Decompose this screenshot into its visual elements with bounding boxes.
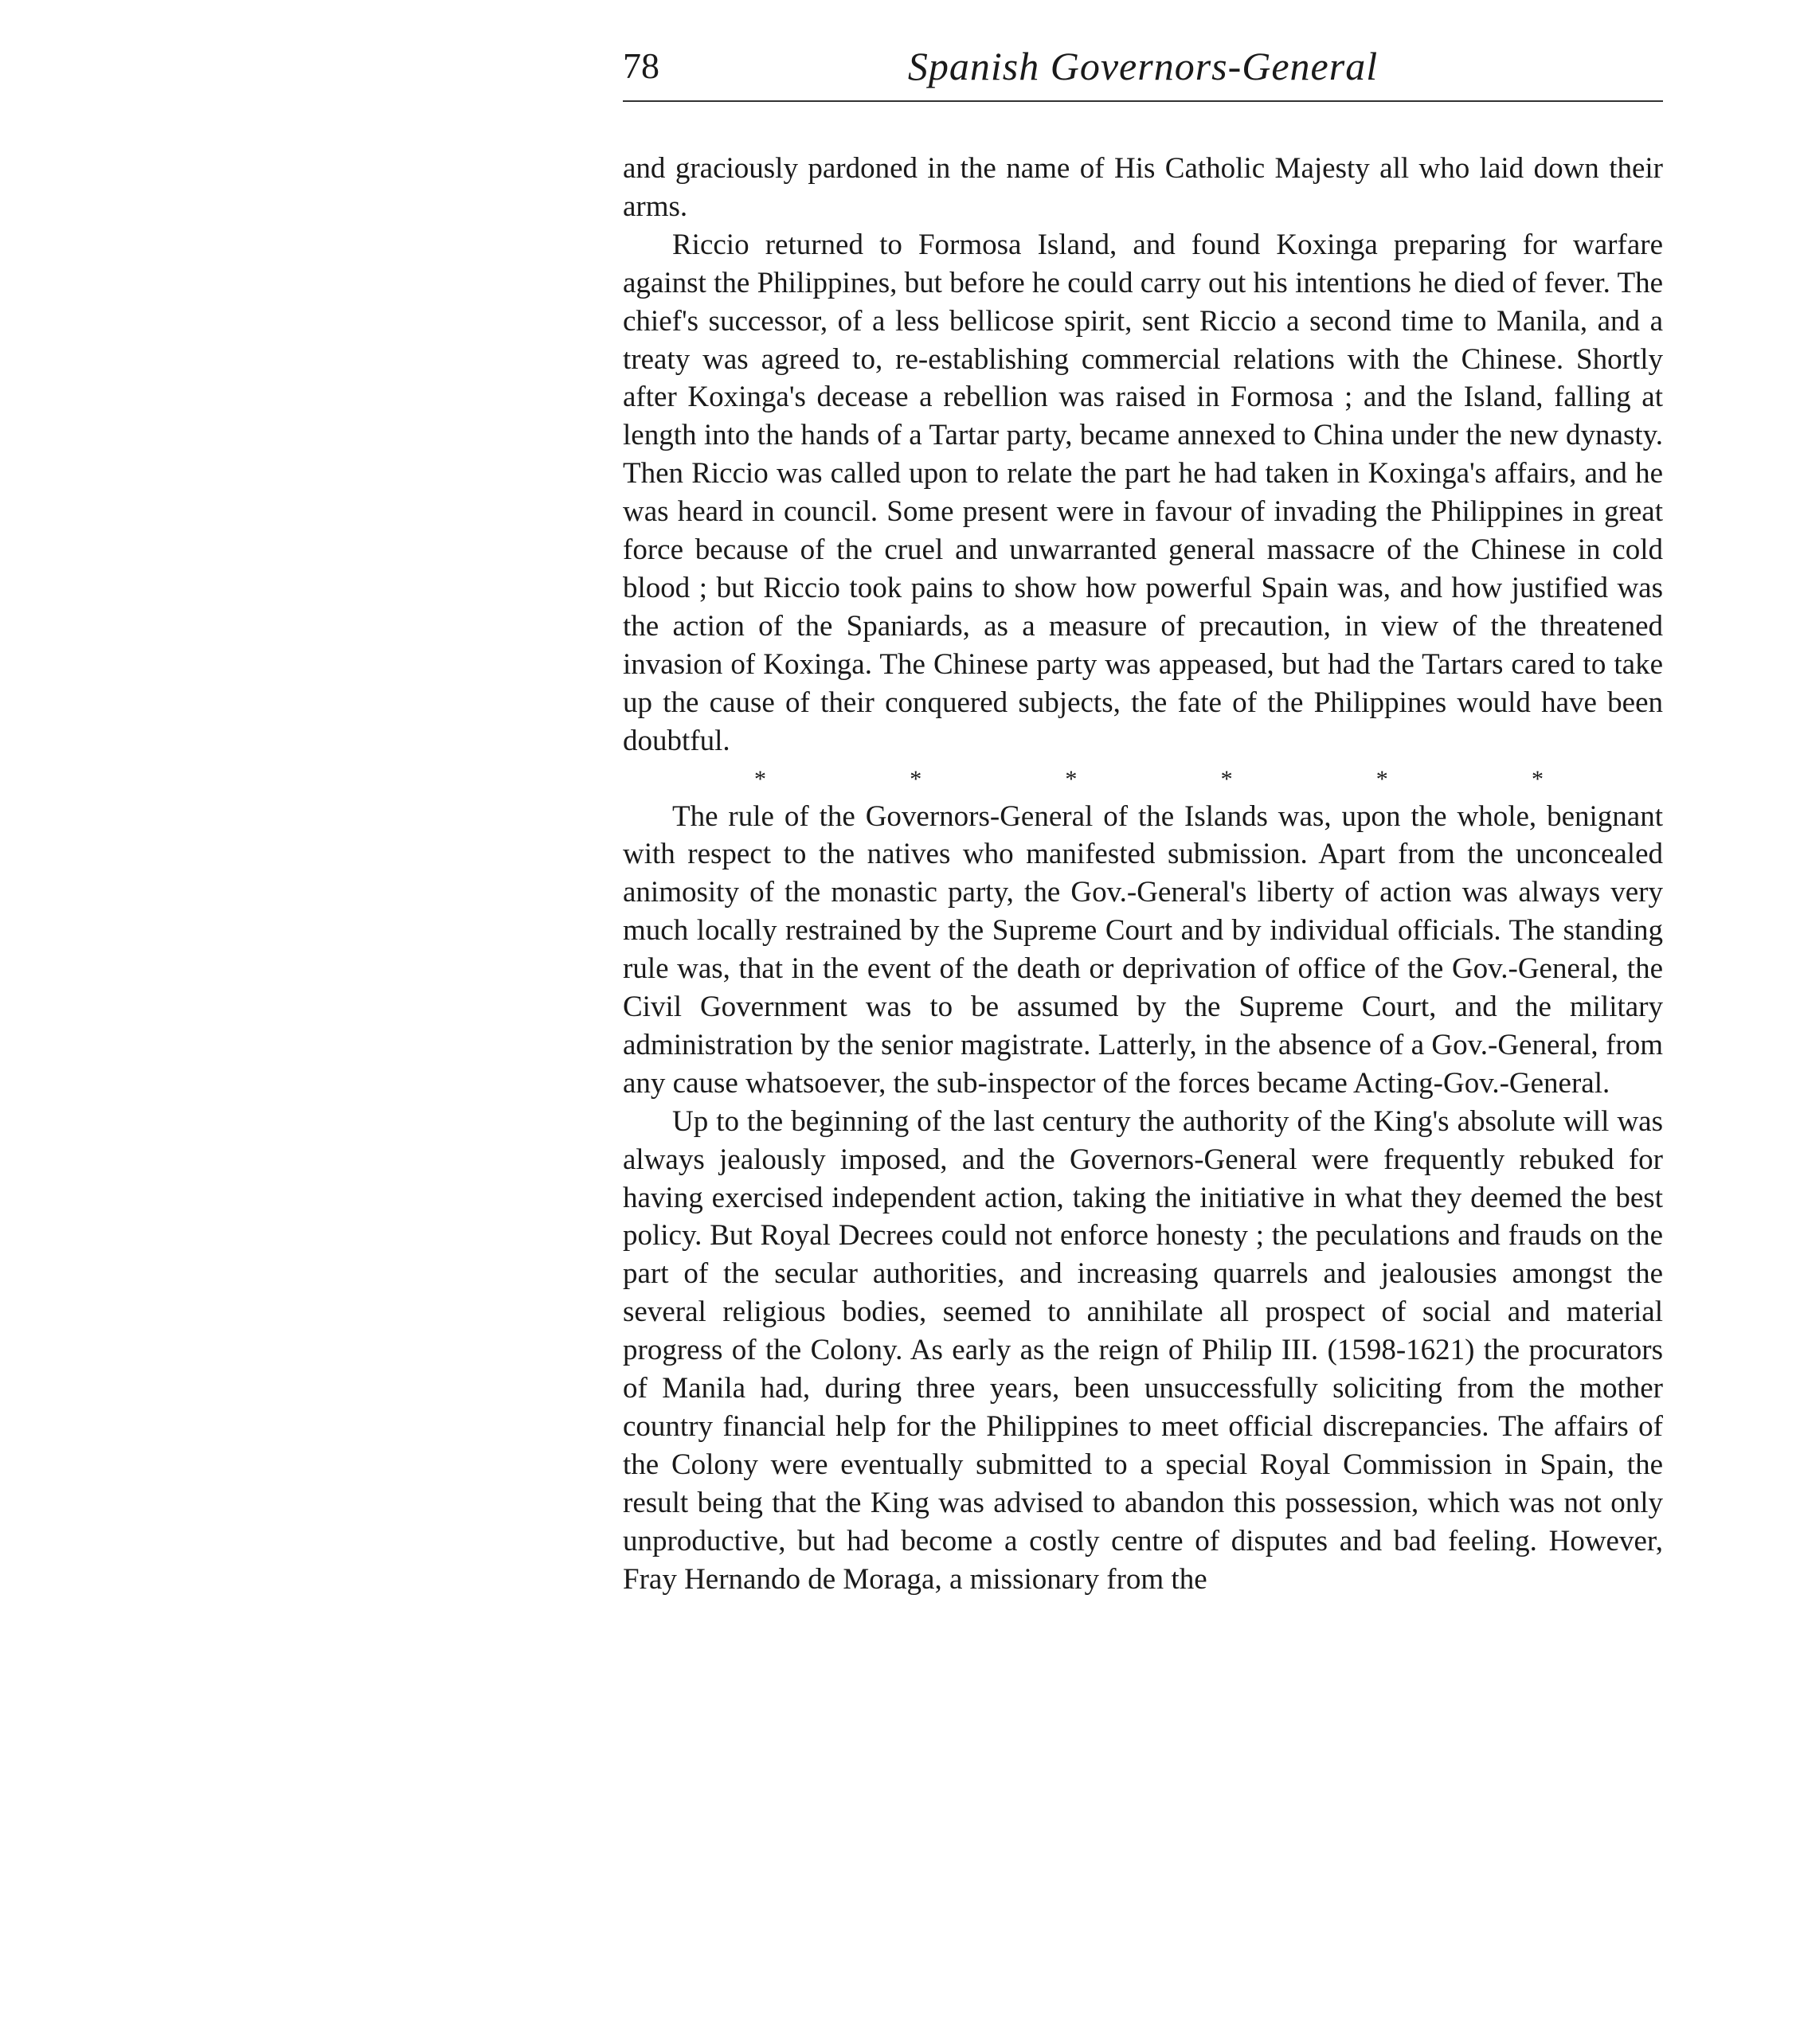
page-number: 78 <box>623 45 659 86</box>
running-title: Spanish Governors-General <box>907 44 1379 88</box>
asterisk: * <box>754 765 766 792</box>
paragraph-1: and graciously pardoned in the name of His Catholic Majesty all who laid down their arms. <box>623 152 1663 223</box>
section-break <box>623 760 1663 798</box>
asterisk: * <box>1531 765 1544 792</box>
asterisk: * <box>910 765 922 792</box>
asterisk: * <box>1065 765 1078 792</box>
header-rule <box>623 100 1663 102</box>
paragraph-2: Riccio returned to Formosa Island, and found Koxinga preparing for warfare against the Philippines, but before he could carry out his intentions he died of fever. The chief's successor, of a less bellicose spirit, sent Riccio a second time to Manila, and a treaty was agreed to, re-establishing commercial relations with the Chinese. Shortly after Koxinga's decease a rebellion was raised in Formosa ; and the Island, falling at length into the hands of a Tartar party, became annexed to China under the new dynasty. Then Riccio was called upon to relate the part he had taken in Koxinga's affairs, and he was heard in council. Some present were in favour of invading the Philippines in great force because of the cruel and unwarranted general massacre of the Chinese in cold blood ; but Riccio took pains to show how powerful Spain was, and how justified was the action of the Spaniards, as a measure of precaution, in view of the threatened invasion of Koxinga. The Chinese party was appeased, but had the Tartars cared to take up the cause of their conquered subjects, the fate of the Philippines would have been doubtful. <box>623 228 1663 757</box>
asterisk: * <box>1375 765 1388 792</box>
book-page <box>623 32 1663 1596</box>
body-text <box>623 150 1663 1599</box>
paragraph-3: The rule of the Governors-General of the Islands was, upon the whole, benignant with respect to the natives who manifested submission. Apart from the unconcealed animosity of the monastic party, the Gov.-General's liberty of action was always very much locally restrained by the Supreme Court and by individual officials. The standing rule was, that in the event of the death or deprivation of office of the Gov.-General, the Civil Government was to be assumed by the Supreme Court, and the military administration by the senior magistrate. Latterly, in the absence of a Gov.-General, from any cause whatsoever, the sub-inspector of the forces became Acting-Gov.-General. <box>623 799 1663 1100</box>
paragraph-4: Up to the beginning of the last century the authority of the King's absolute will was always jealously imposed, and the Governors-General were frequently rebuked for having exercised independent action, taking the initiative in what they deemed the best policy. But Royal Decrees could not enforce honesty ; the peculations and frauds on the part of the secular authorities, and increasing quarrels and jealousies amongst the several religious bodies, seemed to annihilate all prospect of social and material progress of the Colony. As early as the reign of Philip III. (1598-1621) the procurators of Manila had, during three years, been unsuccessfully soliciting from the mother country financial help for the Philippines to meet official discrepancies. The affairs of the Colony were eventually submitted to a special Royal Commission in Spain, the result being that the King was advised to abandon this possession, which was not only unproductive, but had become a costly centre of disputes and bad feeling. However, Fray Hernando de Moraga, a missionary from the <box>623 1104 1663 1596</box>
page-header <box>623 32 1663 96</box>
asterisk: * <box>1220 765 1233 792</box>
